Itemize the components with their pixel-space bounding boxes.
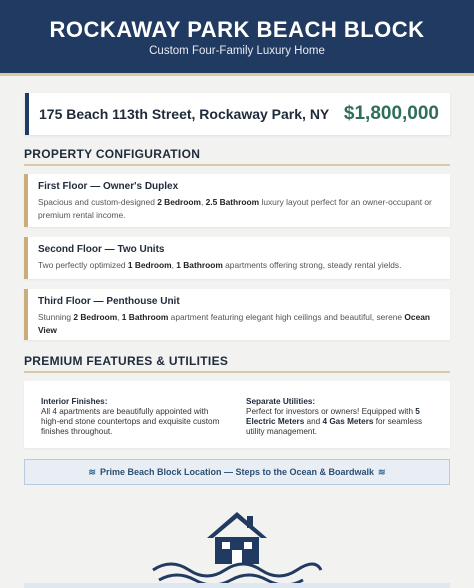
floor-description: Spacious and custom-designed 2 Bedroom, 2.5 Bathroom luxury layout perfect for an owner-occupant or premium rental income.	[38, 197, 432, 220]
floor-title: First Floor — Owner's Duplex	[38, 181, 179, 192]
separate-utilities: Separate Utilities: Perfect for investors or owners! Equipped with 5 Electric Meters and 4 Gas Meters for seamless utility management.	[246, 397, 423, 436]
floor-card-first	[24, 174, 450, 227]
floor-card-third	[24, 289, 450, 340]
floor-description: Stunning 2 Bedroom, 1 Bathroom apartment featuring elegant high ceilings and beautiful, serene Ocean View	[38, 312, 431, 335]
header-banner	[0, 0, 474, 76]
address-price-box	[25, 93, 450, 135]
location-banner	[24, 459, 450, 485]
page-title: ROCKAWAY PARK BEACH BLOCK	[49, 17, 425, 42]
wave-icon: ≋	[88, 466, 96, 477]
configuration-heading: PROPERTY CONFIGURATION	[24, 147, 450, 166]
features-heading: PREMIUM FEATURES & UTILITIES	[24, 354, 450, 373]
floor-card-second	[24, 237, 450, 279]
location-text: Prime Beach Block Location — Steps to the Ocean & Boardwalk	[99, 467, 375, 477]
bottom-strip	[24, 583, 450, 588]
interior-finishes: Interior Finishes: All 4 apartments are beautifully appointed with high-end stone countertops and exquisite custom finishes throughout.	[41, 397, 220, 436]
floor-title: Third Floor — Penthouse Unit	[38, 296, 180, 307]
floor-title: Second Floor — Two Units	[38, 244, 165, 255]
page-subtitle: Custom Four-Family Luxury Home	[149, 45, 325, 57]
listing-price: $1,800,000	[343, 103, 439, 124]
beach-house-logo	[145, 508, 330, 588]
wave-icon: ≋	[378, 466, 386, 477]
property-address: 175 Beach 113th Street, Rockaway Park, NY	[39, 106, 330, 122]
floor-description: Two perfectly optimized 1 Bedroom, 1 Bathroom apartments offering strong, steady rental yields.	[38, 260, 402, 270]
features-box	[24, 381, 450, 448]
